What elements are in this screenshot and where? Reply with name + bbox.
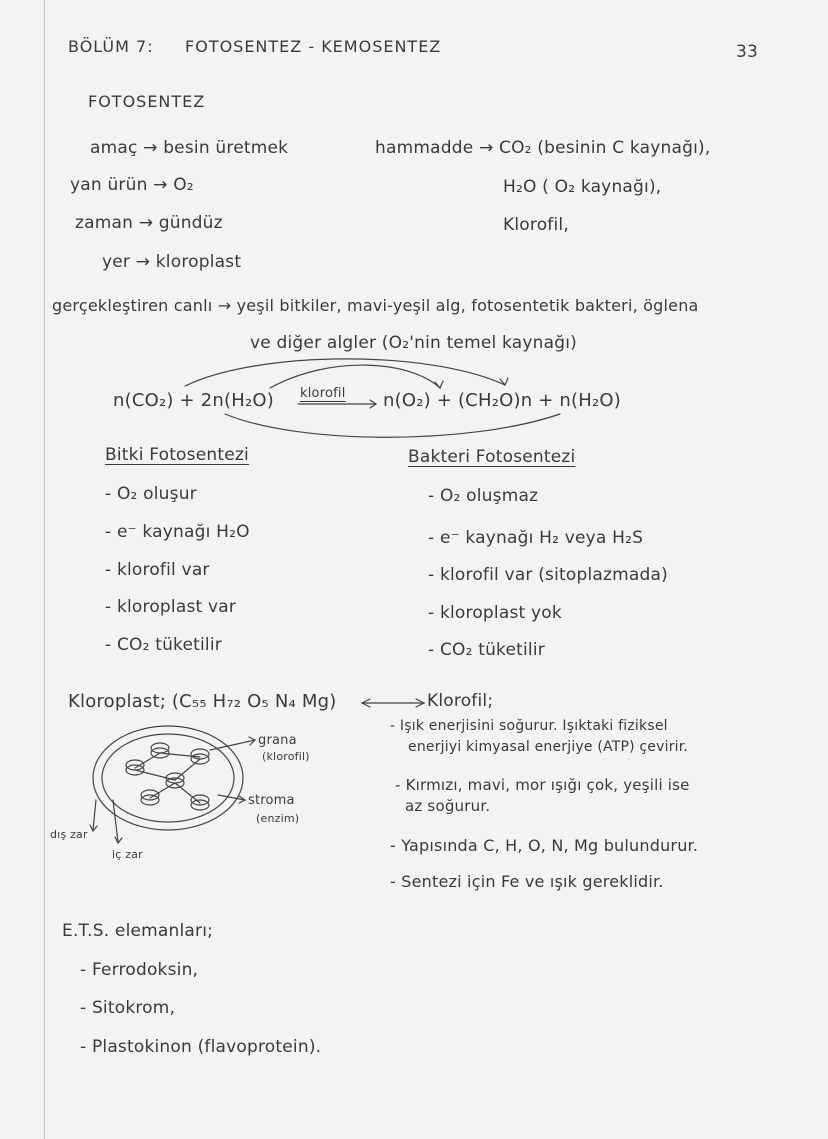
raw-material-line: hammadde → CO₂ (besinin C kaynağı), [375, 138, 711, 158]
time-line: zaman → gündüz [75, 213, 223, 233]
grana-sublabel: (klorofil) [262, 750, 310, 763]
carbon-tracking-arrow [185, 359, 505, 386]
water-tracking-arrow [225, 414, 560, 437]
byproduct-line: yan ürün → O₂ [70, 175, 194, 195]
inner-membrane-label: iç zar [112, 848, 143, 861]
list-item: - Ferrodoksin, [80, 960, 199, 980]
bacteria-ps-title: Bakteri Fotosentezi [408, 447, 576, 467]
page-number: 33 [736, 42, 759, 62]
chlorophyll-item-4: - Sentezi için Fe ve ışık gereklidir. [390, 872, 664, 891]
chlorophyll-item-2a: - Kırmızı, mavi, mor ışığı çok, yeşili ise [395, 776, 690, 794]
purpose-line: amaç → besin üretmek [90, 138, 289, 158]
list-item: - CO₂ tüketilir [105, 635, 222, 655]
equation-catalyst: klorofil [300, 386, 346, 401]
list-item: - e⁻ kaynağı H₂O [105, 522, 250, 542]
grana-label: grana [258, 733, 297, 748]
organisms-line-1: gerçekleştiren canlı → yeşil bitkiler, mavi-yeşil alg, fotosentetik bakteri, öglena [52, 296, 699, 315]
outer-membrane-label: dış zar [50, 828, 88, 841]
organisms-line-2: ve diğer algler (O₂'nin temel kaynağı) [250, 333, 577, 353]
chlorophyll-item-1a: - Işık enerjisini soğurur. Işıktaki fiziksel [390, 718, 668, 734]
chlorophyll-item-2b: az soğurur. [405, 797, 491, 815]
chlorophyll-title: Klorofil; [427, 691, 494, 711]
raw-h2o-line: H₂O ( O₂ kaynağı), [503, 177, 662, 197]
plant-ps-title: Bitki Fotosentezi [105, 445, 249, 465]
stroma-sublabel: (enzim) [256, 812, 300, 825]
chapter-title: FOTOSENTEZ - KEMOSENTEZ [185, 37, 442, 56]
equation-right: n(O₂) + (CH₂O)n + n(H₂O) [383, 390, 622, 411]
list-item: - klorofil var [105, 560, 210, 580]
chloroplast-title: Kloroplast; (C₅₅ H₇₂ O₅ N₄ Mg) [68, 691, 337, 712]
raw-chlorophyll-line: Klorofil, [503, 215, 569, 235]
list-item: - kloroplast var [105, 597, 237, 617]
list-item: - CO₂ tüketilir [428, 640, 545, 660]
section-title: FOTOSENTEZ [88, 92, 206, 111]
list-item: - kloroplast yok [428, 603, 562, 623]
list-item: - O₂ oluşmaz [428, 486, 539, 506]
list-item: - e⁻ kaynağı H₂ veya H₂S [428, 528, 644, 548]
list-item: - O₂ oluşur [105, 484, 197, 504]
list-item: - Plastokinon (flavoprotein). [80, 1037, 322, 1057]
equation-left: n(CO₂) + 2n(H₂O) [113, 390, 274, 411]
stroma-label: stroma [248, 793, 295, 808]
list-item: - Sitokrom, [80, 998, 176, 1018]
place-line: yer → kloroplast [102, 252, 242, 272]
list-item: - klorofil var (sitoplazmada) [428, 565, 668, 585]
chlorophyll-item-1b: enerjiyi kimyasal enerjiye (ATP) çevirir. [408, 739, 689, 755]
oxygen-tracking-arrow [270, 365, 440, 388]
ets-title: E.T.S. elemanları; [62, 921, 214, 941]
chapter-label: BÖLÜM 7: [68, 37, 154, 56]
chlorophyll-item-3: - Yapısında C, H, O, N, Mg bulundurur. [390, 836, 699, 855]
grana-stacks [126, 743, 209, 810]
